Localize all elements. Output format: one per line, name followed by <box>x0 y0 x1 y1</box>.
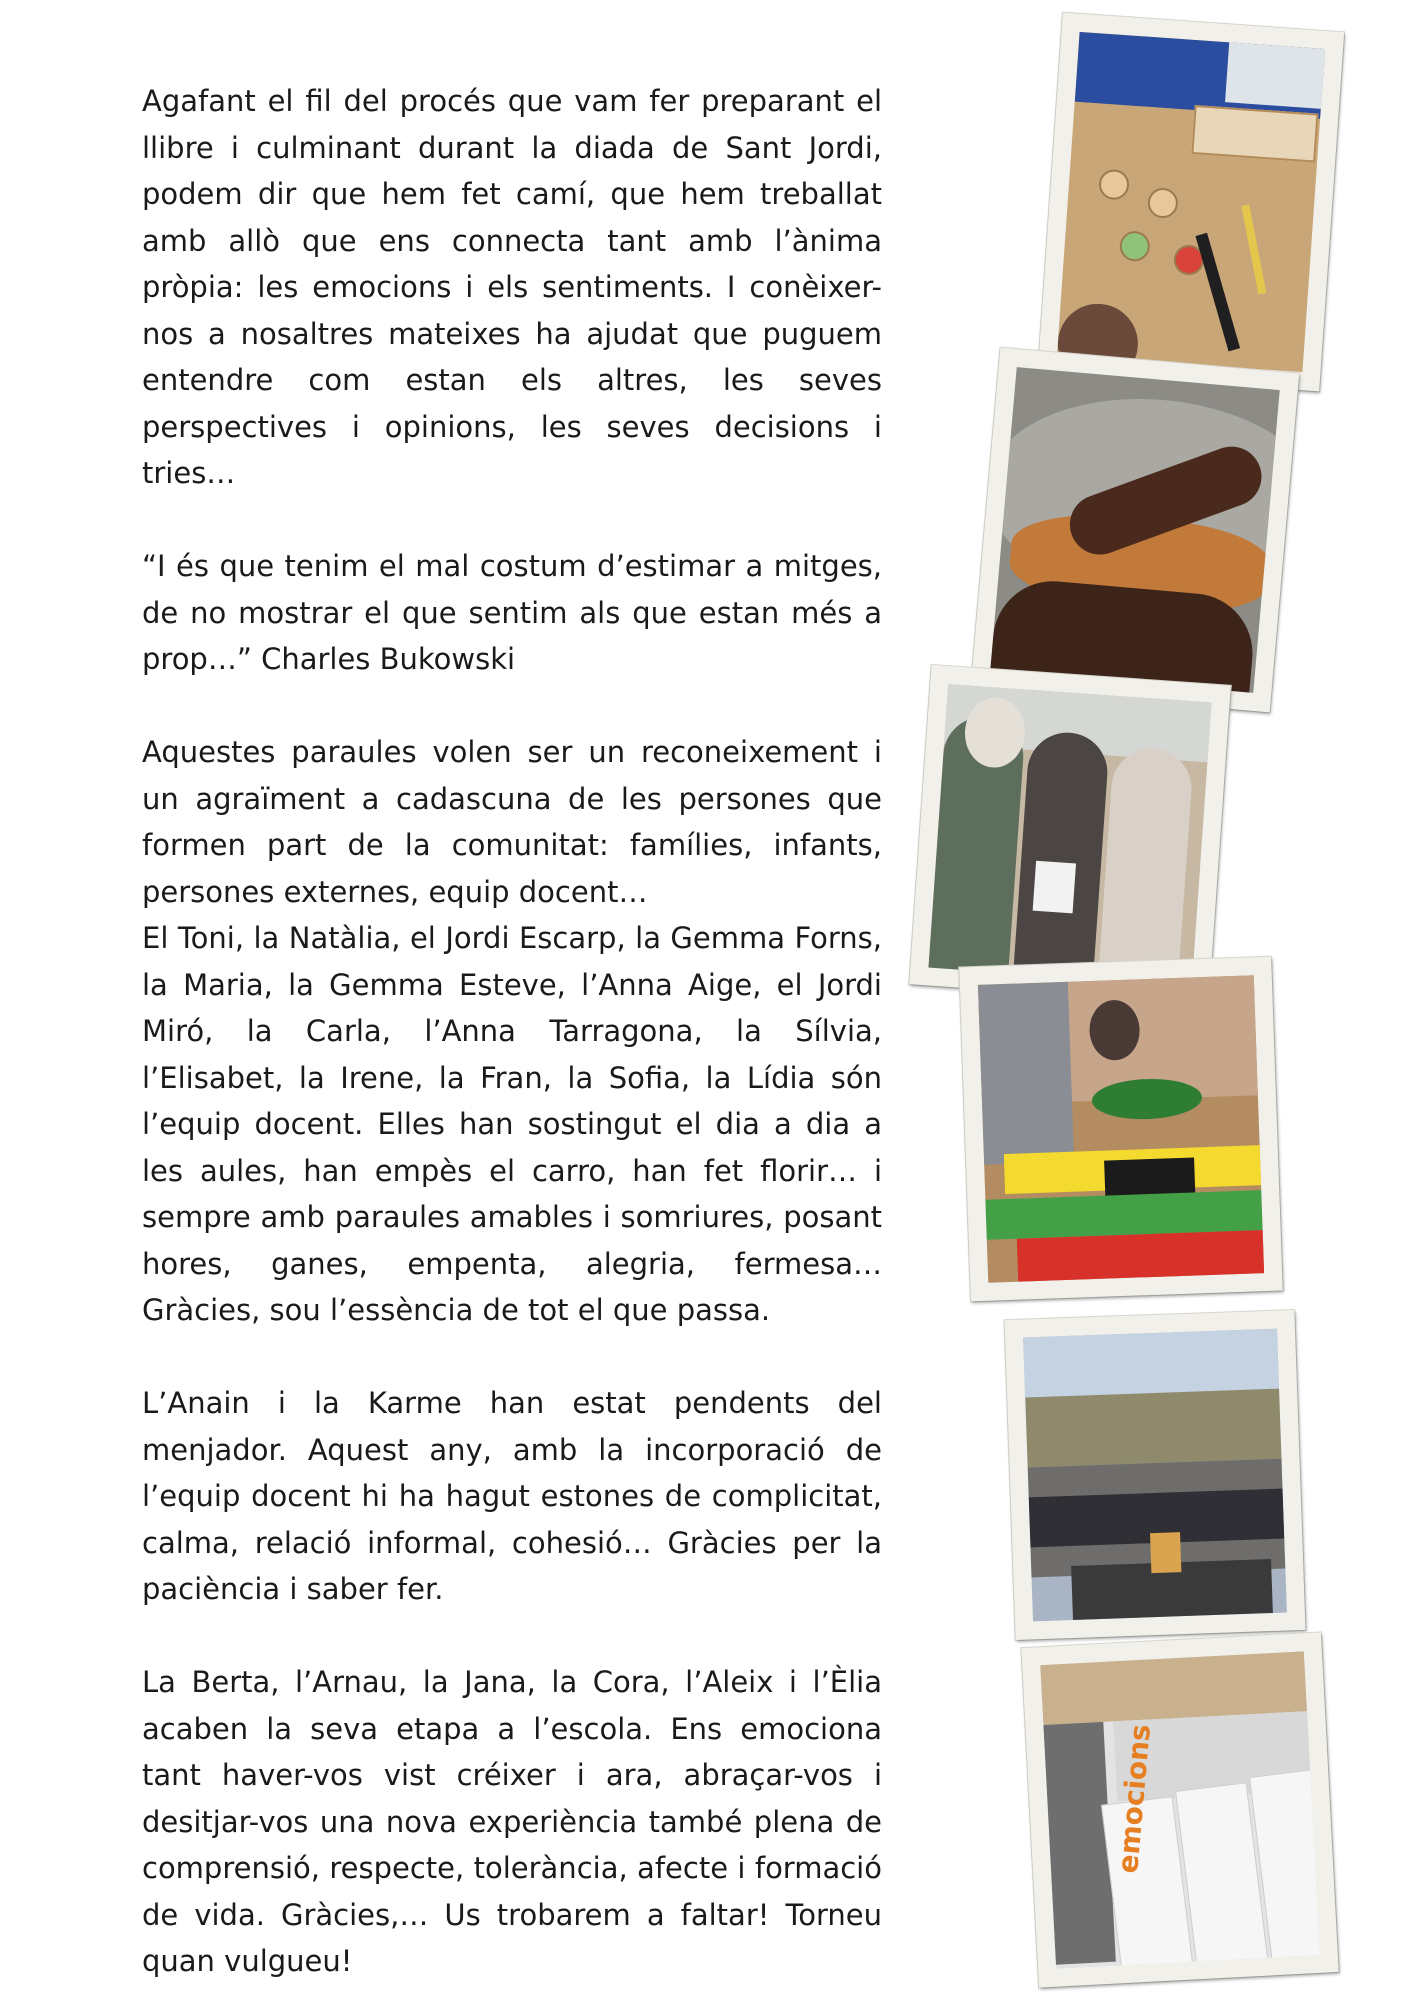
acknowledgement-paragraph: Aquestes paraules volen ser un reconeixement i un agraïment a cadascuna de les persones que formen part de la comunitat: famílies, infants, persones externes, equip docent… <box>142 735 882 909</box>
farewell-paragraph: La Berta, l’Arnau, la Jana, la Cora, l’Aleix i l’Èlia acaben la seva etapa a l’escola. Ens emociona tant haver-vos vist créixer i ara, abraçar-vos i desitjar-vos una nova experiència també plena de comprensió, respecte, tolerància, afecte i formació de vida. Gràcies,… Us trobarem a faltar! Torneu quan vulgueu! <box>142 1665 882 1978</box>
book-label: emocions <box>1111 1722 1158 1875</box>
board-game-photo <box>959 957 1282 1302</box>
emocions-books-photo <box>1021 1632 1338 1987</box>
intro-paragraph: Agafant el fil del procés que vam fer preparant el llibre i culminant durant la diada de Sant Jordi, podem dir que hem fet camí, que hem treballat amb allò que ens connecta tant amb l’ànima pròpia: les emocions i els sentiments. I conèixer-nos a nosaltres mateixes ha ajudat que puguem entendre com estan els altres, les seves perspectives i opinions, les seves decisions i tries… <box>142 84 882 490</box>
article-text <box>142 78 882 1985</box>
dining-paragraph: L’Anain i la Karme han estat pendents del menjador. Aquest any, amb la incorporació de l’equip docent hi ha hagut estones de complicitat, calma, relació informal, cohesió… Gràcies per la paciència i saber fer. <box>142 1386 882 1606</box>
outdoor-gathering-photo <box>1005 1310 1306 1640</box>
cooking-bowl-photo <box>971 348 1299 713</box>
people-reading-cards-photo <box>909 665 1231 1005</box>
teaching-team-paragraph: El Toni, la Natàlia, el Jordi Escarp, la Gemma Forns, la Maria, la Gemma Esteve, l’Anna Aige, el Jordi Miró, la Carla, l’Anna Tarragona, la Sílvia, l’Elisabet, la Irene, la Fran, la Sofia, la Lídia són l’equip docent. Elles han sostingut el dia a dia a les aules, han empès el carro, han fet florir… i sempre amb paraules amables i somriures, posant hores, ganes, empenta, alegria, fermesa… Gràcies, sou l’essència de tot el que passa. <box>142 921 882 1327</box>
table-crafts-photo <box>1038 13 1344 392</box>
quote-paragraph: “I és que tenim el mal costum d’estimar a mitges, de no mostrar el que sentim als que estan més a prop…” Charles Bukowski <box>142 549 882 676</box>
